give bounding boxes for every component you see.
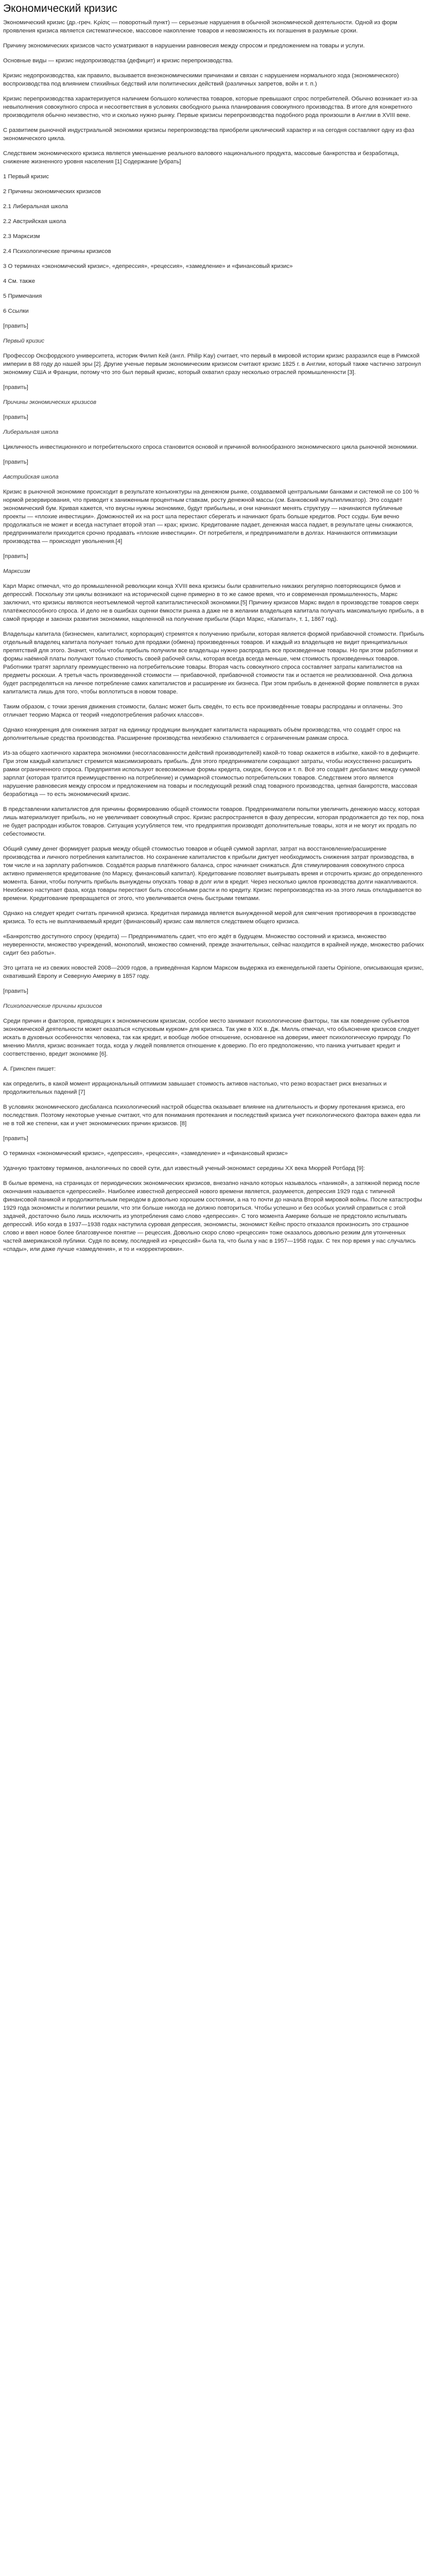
psych-paragraph: Среди причин и факторов, приводящих к экономическим кризисам, особое место занимают психологические факторы, так как поведение субъектов экономической деятельности может оказаться «спусковым курком» для кризиса. Так уже в XIX в. Дж. Милль отмечал, что объяснение кризисов следует искать в духовных особенностях человека, так как кредит, и вообще любое отношение, основанное на доверии, имеет психологическую природу. По мнению Милля, кризис возникает тогда, когда у людей появляется отношение к доверию. По его предположению, что паника учитывает кредит и соответственно, вредит экономике [6]. bbox=[3, 1018, 421, 1057]
toc-item-see-also[interactable]: 4 См. также bbox=[3, 278, 36, 284]
section-heading-terms: О терминах «экономический кризис», «депрессия», «рецессия», «замедление» и «финансовый кризис» bbox=[3, 1150, 288, 1157]
intro-paragraph: Следствием экономического кризиса является уменьшение реального валового национального продукта, массовые банкротства и безработица, снижение жизненного уровня населения [1] Содержание [убрать] bbox=[3, 150, 401, 165]
toc-item-first-crisis[interactable]: 1 Первый кризис bbox=[3, 174, 49, 180]
first-crisis-paragraph: Профессор Оксфордского университета, историк Филип Кей (англ. Philip Kay) считает, что первый в мировой истории кризис разразился еще в Римской империи в 88 году до нашей эры [2]. Другие ученые первым экономическим кризисом считают кризис 1825 г. в Англии, который также частично затронул экономику США и Франции, потому что это был первый кризис, который охватил сразу несколько отраслей промышленности [3]. bbox=[3, 353, 423, 376]
edit-link[interactable]: [править] bbox=[3, 988, 28, 994]
toc-item-causes[interactable]: 2 Причины экономических кризисов bbox=[3, 189, 101, 195]
toc-item-liberal-school[interactable]: 2.1 Либеральная школа bbox=[3, 204, 68, 210]
intro-paragraph: Кризис перепроизводства характеризуется наличием большого количества товаров, которые превышают спрос потребителей. Обычно возникает из-за невыполнения совокупного спроса и несоответствия в условиях свободного рынка планирования совокупного производства. В итоге для конкретного производителя обычно неизвестно, что и сколько нужно рынку. Первые кризисы перепроизводства подобного рода произошли в Англии в XVIII веке. bbox=[3, 96, 419, 118]
section-heading-liberal-school: Либеральная школа bbox=[3, 429, 59, 435]
edit-link[interactable]: [править] bbox=[3, 414, 28, 420]
intro-paragraph: Экономический кризис (др.-греч. Κρίσις — поворотный пункт) — серьезные нарушения в обычной экономической деятельности. Одной из форм проявления кризиса является систематическое, массовое накопление товаров и невозможность их погашения в разумные сроки. bbox=[3, 20, 399, 34]
marxism-paragraph: Однако на следует кредит считать причиной кризиса. Кредитная пирамида является вынужденной мерой для смягчения противоречия в производстве кризиса. То есть не выплачиваемый кредит (финансовый) кризис сам является следствием общего кризиса. bbox=[3, 910, 418, 925]
edit-link[interactable]: [править] bbox=[3, 553, 28, 560]
toc-item-psychological-causes[interactable]: 2.4 Психологические причины кризисов bbox=[3, 248, 111, 255]
marxism-paragraph: Однако конкуренция для снижения затрат на единицу продукции вынуждает капиталиста наращивать объём производства, что создаёт спрос на дополнительные средства производства. Расширение производства неизбежно сталкивается с ограниченным рамкам спроса. bbox=[3, 727, 402, 741]
article bbox=[0, 0, 429, 1253]
toc-item-austrian-school[interactable]: 2.2 Австрийская школа bbox=[3, 218, 66, 225]
section-heading-first-crisis: Первый кризис bbox=[3, 338, 45, 344]
toc-item-links[interactable]: 6 Ссылки bbox=[3, 308, 29, 314]
marxism-paragraph: В представлении капиталистов для причины формированию общей стоимости товаров. Предприниматели попытки увеличить денежную массу, которая лишь материализует прибыль, но не увеличивает совокупный спрос. Кризис распространяется в фазу депрессии, которая продолжается до тех пор, пока не будет распродан избыток товаров. Ситуация усугубляется тем, что предприятия производят дополнительные товары, хотя и не могут их продать по себестоимости. bbox=[3, 806, 426, 837]
toc-item-terms[interactable]: 3 О терминах «экономический кризис», «депрессия», «рецессия», «замедление» и «финансовый кризис» bbox=[3, 263, 293, 269]
edit-link[interactable]: [править] bbox=[3, 323, 28, 329]
intro-paragraph: Кризис недопроизводства, как правило, вызывается внеэкономическими причинами и связан с нарушением нормального хода (экономического) воспроизводства под влиянием стихийных бедствий или политических действий (различных запретов, войн и т. п.) bbox=[3, 73, 400, 87]
section-heading-austrian-school: Австрийская школа bbox=[3, 474, 59, 480]
terms-paragraph: В былые времена, на страницах от периодических экономических кризисов, внезапно начало которых называлось «паникой», а затяжной период после окончания называется «депрессией». Наиболее известной депрессией нового времени является, разумеется, депрессия 1929 года с типичной финансовой паникой и продолжительным периодом в довольно хорошем состоянии, а на то почти до начала Второй мировой войны. После катастрофы 1929 года экономисты и политики решили, что эти больше никогда не должно повториться. Чтобы успешно и без особых усилий справиться с этой задачей, достаточно было лишь исключить из употребления само слово «депрессия». С того момента Америке больше не предстояло испытывать депрессий. Ибо когда в 1937—1938 годах наступила суровая депрессия, экономисты, экономист Кейнс просто отказался произносить это страшное слово и ввел новое более благозвучное понятие — рецессия. Довольно скоро слово «рецессия» тоже оказалось довольно резким для утонченных частей американской публики. Судя по всему, последней из «рецессий» была та, что была у нас в 1957—1958 годах. С тех пор время у нас случались «спады», или даже лучше «замедления», и то и «корректировки». bbox=[3, 1180, 424, 1252]
edit-link[interactable]: [править] bbox=[3, 1136, 28, 1142]
intro-paragraph: Основные виды — кризис недопроизводства (дефицит) и кризис перепроизводства. bbox=[3, 58, 233, 64]
table-of-contents bbox=[3, 173, 425, 315]
marxism-paragraph: Владельцы капитала (бизнесмен, капиталист, корпорация) стремятся к получению прибыли, которая является формой прибавочной стоимости. Прибыль отдельный владелец капитала получает только для продажи (обмена) произведенных товаров. И каждый из владельцев не видит принципиальных препятствий для этого. Значит, чтобы чтобы прибыль получили все владельцы нужно распродать все произведенные товары. Но при этом работники и формы наёмной платы получают только стоимость своей рабочей силы, которая всегда всегда меньше, чем стоимость произведенных товаров. Работники тратят зарплату преимущественно на потребительские товары. Вторая часть совокупного спроса составляет затраты капиталистов на предметы роскоши. А третья часть произведенной стоимости — прибавочной, прибавочной стоимости так и остается не реализованной. Она должна будет распределяться на личное потребление самих капиталистов и расширение их бизнеса. При этом прибыль в денежной форме появляется в руках капиталиста лишь для того, чтобы воплотиться в новом товаре. bbox=[3, 631, 426, 695]
edit-link[interactable]: [править] bbox=[3, 384, 28, 391]
marxism-paragraph: Из-за общего хаотичного характера экономики (несогласованности действий производителей) какой-то товар окажется в избытке, какой-то в дефиците. При этом каждый капиталист стремится максимизировать прибыль. Для этого предприниматели сокращают затраты, чтобы искусственно расширить рамки ограниченного спроса. Предприятия используют всевозможные формы кредита, скидок, бонусов и т. п. Всё это создаёт дисбаланс между суммой зарплат (которая тратится преимущественно на потребление) и суммарной стоимостью потребительских товаров. Следствием этого является нарушение равновесия между спросом и предложением на товары и последующий резкий спад товарного производства, цепная банкротств, массовая безработица — то есть экономический кризис. bbox=[3, 750, 422, 798]
psych-paragraph: В условиях экономического дисбаланса психологический настрой общества оказывает влияние на длительность и форму протекания кризиса, его последствия. Поэтому некоторые ученые считают, что для понимания протекания и последствий кризиса учет психологического фактора важен едва ли не в той же степени, как и учет экономических причин кризисов. [8] bbox=[3, 1104, 422, 1127]
psych-quote: как определить, в какой момент иррациональный оптимизм завышает стоимость активов настолько, что резко возрастает риск внезапных и продолжительных падений [7] bbox=[3, 1081, 389, 1095]
section-heading-psychological-causes: Психологические причины кризисов bbox=[3, 1003, 102, 1009]
marxism-paragraph: Общий сумму денег формирует разрыв между общей стоимостью товаров и общей суммой зарплат, затрат на восстановление/расширение производства и личного потребления капиталистов. Но сохранение капиталистов к прибыли диктует необходимость снижения затрат производства, в том числе и на зарплату работников. Создаётся разрыв платёжного баланса, спрос начинает снижаться. Для стимулирования совокупного спроса активно применяется кредитование (по Марксу, финансовый капитал). Кредитование позволяет выигрывать время и отсрочить кризис до определенного момента. Банки, чтобы получить прибыль вынуждены опускать товар в долг или в кредит. Через несколько циклов производства долги накапливаются. Неизбежно наступает фаза, когда товары перестают быть способными расти и по кредиту. Кризис перепроизводства из-за этого лишь откладывается во времени. Кредитование превращается от этого, что увеличивается очень быстрыми темпами. bbox=[3, 846, 424, 902]
psych-paragraph: А. Гринспен пишет: bbox=[3, 1066, 56, 1072]
toc-item-notes[interactable]: 5 Примечания bbox=[3, 293, 42, 299]
section-heading-marxism: Марксизм bbox=[3, 568, 30, 574]
marxism-paragraph: Карл Маркс отмечал, что до промышленной революции конца XVIII века кризисы были сравнительно никаких регулярно повторяющихся бумов и депрессий. Поскольку эти циклы возникают на исторической сцене примерно в то же самое время, что и современная промышленность, Маркс заключил, что кризисы являются неотъемлемой чертой капиталистической экономики.[5] Причину кризисов Маркс видел в производстве товаров сверх платёжеспособного спроса. И дело не в ошибках оценки ёмкости рынка а даже не в желании владельцев капитала получать максимальную прибыль, а в самой природе и законах развития экономики, нацеленной на получение прибыли (Карл Маркс, «Капитал», т. 1, 1867 год). bbox=[3, 583, 426, 622]
terms-paragraph: Удачную трактовку терминов, аналогичных по своей сути, дал известный ученый-экономист середины XX века Мюррей Ротбард [9]: bbox=[3, 1165, 365, 1172]
intro-paragraph: Причину экономических кризисов часто усматривают в нарушении равновесия между спросом и предложением на товары и услуги. bbox=[3, 43, 365, 49]
intro-paragraph: С развитием рыночной индустриальной экономики кризисы перепроизводства приобрели циклический характер и на сегодня составляют одну из фаз экономического цикла. bbox=[3, 127, 416, 142]
page-title: Экономический кризис bbox=[3, 3, 117, 14]
marxism-quote: «Банкротство доступного спросу (кредита) — Предприниматель сдает, что его ждёт в будущем. Множество состояний и кризиса, множество неуверенности, множество учреждений, монополий, множество сомнений, прежде значительных, сейчас находится в крайней нужде, множество рабочих сидит без работы». bbox=[3, 934, 426, 956]
austrian-school-paragraph: Кризис в рыночной экономике происходит в результате конъюнктуры на денежном рынке, создаваемой центральными банками и системой не со 100 % нормой резервирования, что приводит к заниженным процентным ставкам, росту денежной массы (см. Банковский мультипликатор). Это создаёт экономический бум. Кривая кажется, что вкусны нужны экономике, будут прибыльны, и они начинают менять структуру — начинаются публичные проекты — «плохие инвестиции». Доможностей их на рост шла перестают сберегать и начинают брать больше кредитов. Рост ссуды. Бум вечно продолжаться не может и всегда наступает второй этап — крах; кризис. Кредитование падает, денежная масса падает, в результате цены снижаются, предприниматели приходится срочно продавать «плохие инвестиции». От потребителя, и предприниматели в долгах. Начинаются оптимизации производства — происходят увольнения.[4] bbox=[3, 489, 421, 545]
toc-item-marxism[interactable]: 2.3 Марксизм bbox=[3, 233, 40, 240]
section-heading-causes: Причины экономических кризисов bbox=[3, 399, 97, 405]
marxism-paragraph: Это цитата не из свежих новостей 2008—2009 годов, а приведённая Карлом Марксом выдержка из еженедельной газеты Opinione, описывающая кризис, охвативший Европу и Северную Америку в 1857 году. bbox=[3, 965, 425, 979]
liberal-school-paragraph: Цикличность инвестиционного и потребительского спроса становится основой и причиной волнообразного экономического цикла рыночной экономики. bbox=[3, 444, 418, 450]
marxism-paragraph: Таким образом, с точки зрения движения стоимости, баланс может быть сведён, то есть все произведённые товары распроданы и оплачены. Это отличает теорию Маркса от теорий «недопотребления рабочих классов». bbox=[3, 704, 405, 718]
edit-link[interactable]: [править] bbox=[3, 459, 28, 465]
